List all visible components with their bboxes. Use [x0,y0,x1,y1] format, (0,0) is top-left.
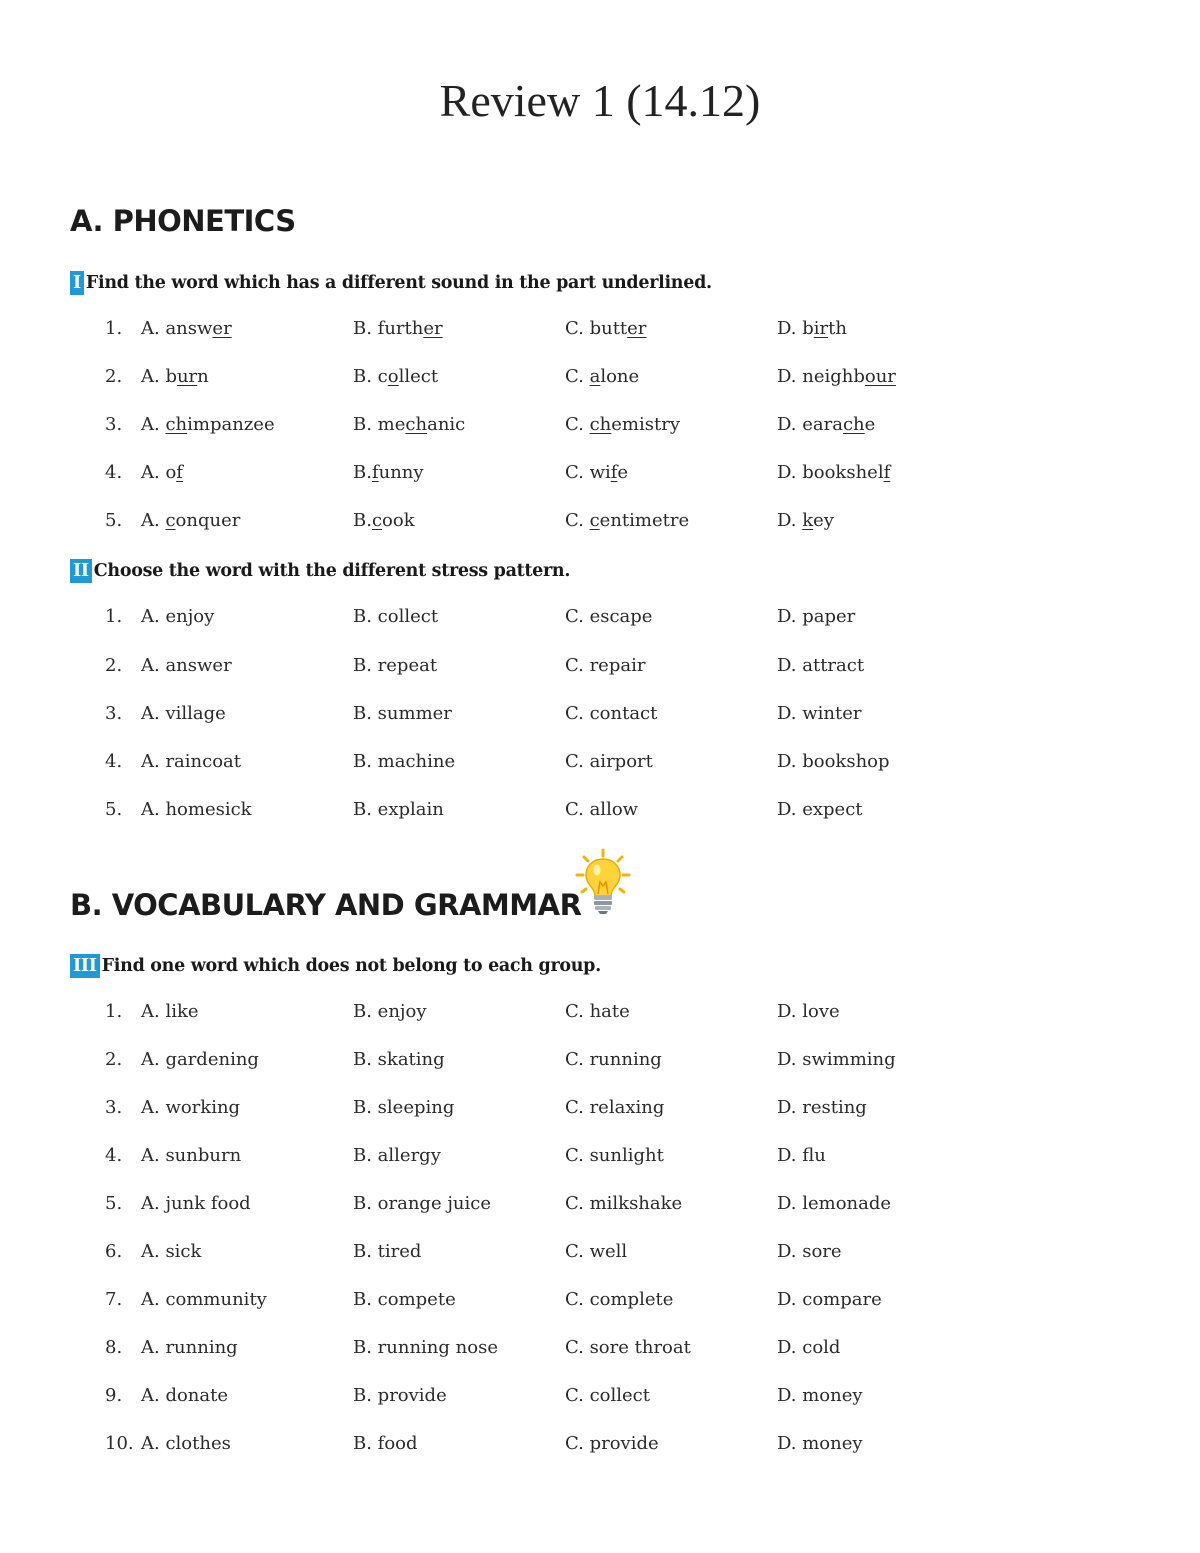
option-a: A. sick [141,1241,202,1262]
item-number: 5. [105,1193,123,1214]
exercise-3-item [0,1385,1200,1413]
option-c: C. chemistry [565,414,680,435]
exercise-2-instruction-text: Choose the word with the different stress pattern. [93,561,571,581]
underlined-part: c [589,510,600,531]
exercise-2-item [0,751,1200,779]
underlined-part: er [627,318,647,339]
item-number: 10. [105,1433,134,1454]
exercise-2-instruction [70,559,570,583]
option-c: C. running [565,1049,662,1070]
exercise-3-item [0,1433,1200,1461]
option-d: D. cold [777,1337,841,1358]
item-number: 5. [105,799,123,820]
underlined-part: ur [176,366,198,387]
exercise-2-item [0,606,1200,634]
underlined-part: our [864,366,896,387]
underlined-part: c [371,510,383,531]
option-d: D. neighbour [777,366,896,387]
option-d: D. sore [777,1241,842,1262]
option-b: B. enjoy [353,1001,427,1022]
option-a: A. clothes [141,1433,231,1454]
item-number: 4. [105,751,123,772]
option-a: A. village [141,703,226,724]
exercise-3-item [0,1001,1200,1029]
exercise-1-item [0,462,1200,490]
item-number: 4. [105,462,123,483]
section-heading-phonetics: A. PHONETICS [70,204,296,238]
page-title: Review 1 (14.12) [439,75,761,126]
item-number: 2. [105,655,123,676]
option-a: A. working [141,1097,241,1118]
option-c: C. relaxing [565,1097,665,1118]
option-d: D. money [777,1385,863,1406]
exercise-1-instruction-text: Find the word which has a different sound in the part underlined. [85,273,712,293]
option-b: B. allergy [353,1145,441,1166]
exercise-1-item [0,510,1200,538]
exercise-3-item [0,1337,1200,1365]
option-d: D. money [777,1433,863,1454]
option-b: B.funny [353,462,424,483]
option-c: C. allow [565,799,639,820]
option-a: A. enjoy [141,606,215,627]
option-c: C. sore throat [565,1337,691,1358]
exercise-3-instruction-text: Find one word which does not belong to each group. [101,956,601,976]
option-d: D. expect [777,799,863,820]
option-c: C. airport [565,751,653,772]
item-number: 8. [105,1337,123,1358]
option-b: B. running nose [353,1337,498,1358]
underlined-part: ch [165,414,188,435]
option-d: D. winter [777,703,862,724]
option-d: D. compare [777,1289,882,1310]
underlined-part: ch [405,414,428,435]
exercise-3-item [0,1097,1200,1125]
option-a: A. homesick [141,799,252,820]
option-b: B.cook [353,510,415,531]
option-b: B. tired [353,1241,422,1262]
option-b: B. machine [353,751,456,772]
underlined-part: f [883,462,891,483]
item-number: 1. [105,318,123,339]
option-c: C. wife [565,462,629,483]
option-a: A. burn [141,366,209,387]
option-b: B. collect [353,366,439,387]
exercise-3-instruction [70,954,601,978]
option-c: C. hate [565,1001,630,1022]
item-number: 1. [105,1001,123,1022]
exercise-1-item [0,366,1200,394]
exercise-3-item [0,1193,1200,1221]
light-bulb-icon [574,848,632,916]
option-d: D. bookshelf [777,462,891,483]
option-d: D. earache [777,414,876,435]
exercise-3-number-badge: III [70,954,100,978]
option-c: C. milkshake [565,1193,683,1214]
exercise-3-item [0,1145,1200,1173]
option-d: D. swimming [777,1049,896,1070]
option-c: C. alone [565,366,640,387]
underlined-part: c [165,510,176,531]
option-c: C. sunlight [565,1145,664,1166]
option-c: C. escape [565,606,653,627]
underlined-part: er [423,318,443,339]
item-number: 3. [105,414,123,435]
option-a: A. junk food [141,1193,251,1214]
option-a: A. answer [141,318,232,339]
option-a: A. donate [141,1385,229,1406]
option-d: D. paper [777,606,856,627]
option-b: B. mechanic [353,414,466,435]
option-d: D. bookshop [777,751,890,772]
exercise-3-item [0,1049,1200,1077]
option-a: A. like [141,1001,199,1022]
exercise-1-number-badge: I [70,271,84,295]
exercise-2-item [0,655,1200,683]
item-number: 7. [105,1289,123,1310]
item-number: 9. [105,1385,123,1406]
underlined-part: ch [842,414,865,435]
option-d: D. flu [777,1145,826,1166]
option-d: D. lemonade [777,1193,892,1214]
option-b: B. summer [353,703,452,724]
underlined-part: k [802,510,814,531]
option-c: C. centimetre [565,510,690,531]
option-c: C. repair [565,655,646,676]
option-b: B. sleeping [353,1097,455,1118]
exercise-1-item [0,318,1200,346]
underlined-part: ir [813,318,829,339]
exercise-1-item [0,414,1200,442]
option-a: A. community [141,1289,267,1310]
option-b: B. further [353,318,443,339]
option-b: B. explain [353,799,444,820]
option-b: B. food [353,1433,418,1454]
option-d: D. key [777,510,834,531]
option-a: A. conquer [141,510,241,531]
item-number: 2. [105,366,123,387]
item-number: 5. [105,510,123,531]
item-number: 4. [105,1145,123,1166]
option-a: A. sunburn [141,1145,242,1166]
option-a: A. of [141,462,183,483]
option-a: A. running [141,1337,238,1358]
item-number: 3. [105,703,123,724]
option-c: C. complete [565,1289,674,1310]
item-number: 3. [105,1097,123,1118]
option-b: B. provide [353,1385,447,1406]
item-number: 1. [105,606,123,627]
option-b: B. collect [353,606,439,627]
option-a: A. gardening [141,1049,259,1070]
option-b: B. repeat [353,655,438,676]
item-number: 2. [105,1049,123,1070]
option-c: C. butter [565,318,647,339]
exercise-1-instruction [70,271,712,295]
option-a: A. chimpanzee [141,414,275,435]
exercise-2-item [0,799,1200,827]
option-d: D. resting [777,1097,867,1118]
underlined-part: ch [589,414,612,435]
exercise-2-item [0,703,1200,731]
exercise-3-item [0,1289,1200,1317]
option-b: B. orange juice [353,1193,491,1214]
underlined-part: f [610,462,618,483]
section-heading-vocabulary-grammar: B. VOCABULARY AND GRAMMAR [70,888,582,922]
underlined-part: er [212,318,232,339]
underlined-part: a [589,366,601,387]
underlined-part: o [387,366,399,387]
underlined-part: f [176,462,183,483]
exercise-3-item [0,1241,1200,1269]
option-d: D. attract [777,655,865,676]
option-d: D. love [777,1001,840,1022]
option-b: B. skating [353,1049,445,1070]
option-a: A. raincoat [141,751,242,772]
item-number: 6. [105,1241,123,1262]
option-b: B. compete [353,1289,456,1310]
option-c: C. contact [565,703,658,724]
option-c: C. collect [565,1385,650,1406]
option-c: C. well [565,1241,628,1262]
option-a: A. answer [141,655,232,676]
underlined-part: f [371,462,379,483]
option-d: D. birth [777,318,847,339]
exercise-2-number-badge: II [70,559,92,583]
option-c: C. provide [565,1433,659,1454]
